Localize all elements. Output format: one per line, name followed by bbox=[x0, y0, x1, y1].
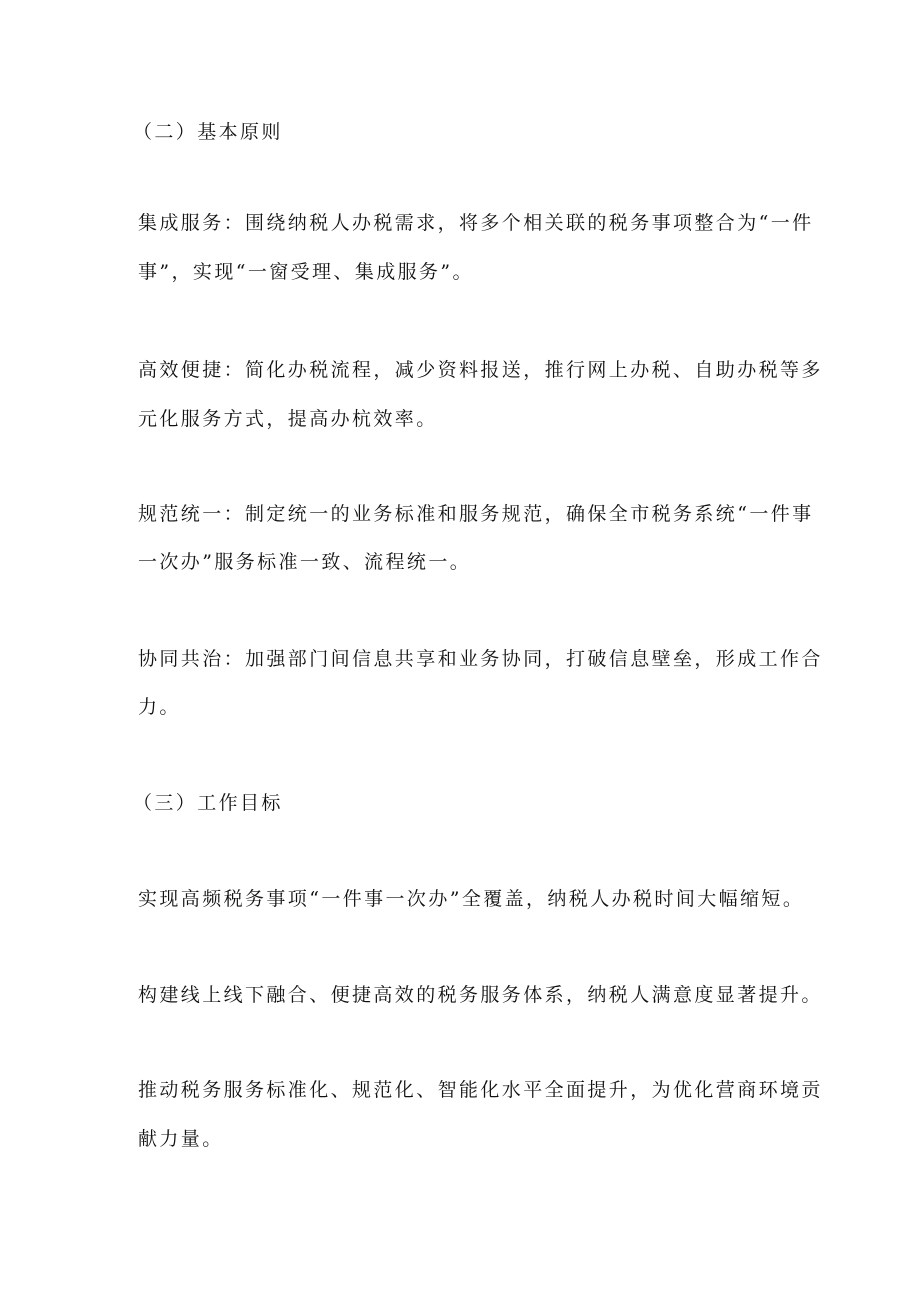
paragraph-line: 元化服务方式，提高办杭效率。 bbox=[138, 408, 438, 430]
paragraph-line: 力。 bbox=[138, 696, 181, 718]
paragraph-line: 协同共治：加强部门间信息共享和业务协同，打破信息壁垒，形成工作合 bbox=[138, 648, 823, 670]
paragraph-line: 集成服务：围绕纳税人办税需求，将多个相关联的税务事项整合为“一件 bbox=[138, 212, 814, 234]
paragraph-line: 高效便捷：简化办税流程，减少资料报送，推行网上办税、自助办税等多 bbox=[138, 359, 823, 381]
paragraph-line: 一次办”服务标准一致、流程统一。 bbox=[138, 551, 472, 573]
paragraph-line: 事”，实现“一窗受理、集成服务”。 bbox=[138, 261, 474, 283]
paragraph-line: 献力量。 bbox=[138, 1128, 224, 1150]
paragraph-line: 推动税务服务标准化、规范化、智能化水平全面提升，为优化营商环境贡 bbox=[138, 1079, 823, 1101]
paragraph-line: 构建线上线下融合、便捷高效的税务服务体系，纳税人满意度显著提升。 bbox=[138, 984, 823, 1006]
section-heading-work-goals: （三）工作目标 bbox=[133, 792, 283, 814]
paragraph-line: 实现高频税务事项“一件事一次办”全覆盖，纳税人办税时间大幅缩短。 bbox=[138, 888, 805, 910]
paragraph-line: 规范统一：制定统一的业务标准和服务规范，确保全市税务系统“一件事 bbox=[138, 503, 814, 525]
section-heading-basic-principles: （二）基本原则 bbox=[133, 121, 283, 143]
